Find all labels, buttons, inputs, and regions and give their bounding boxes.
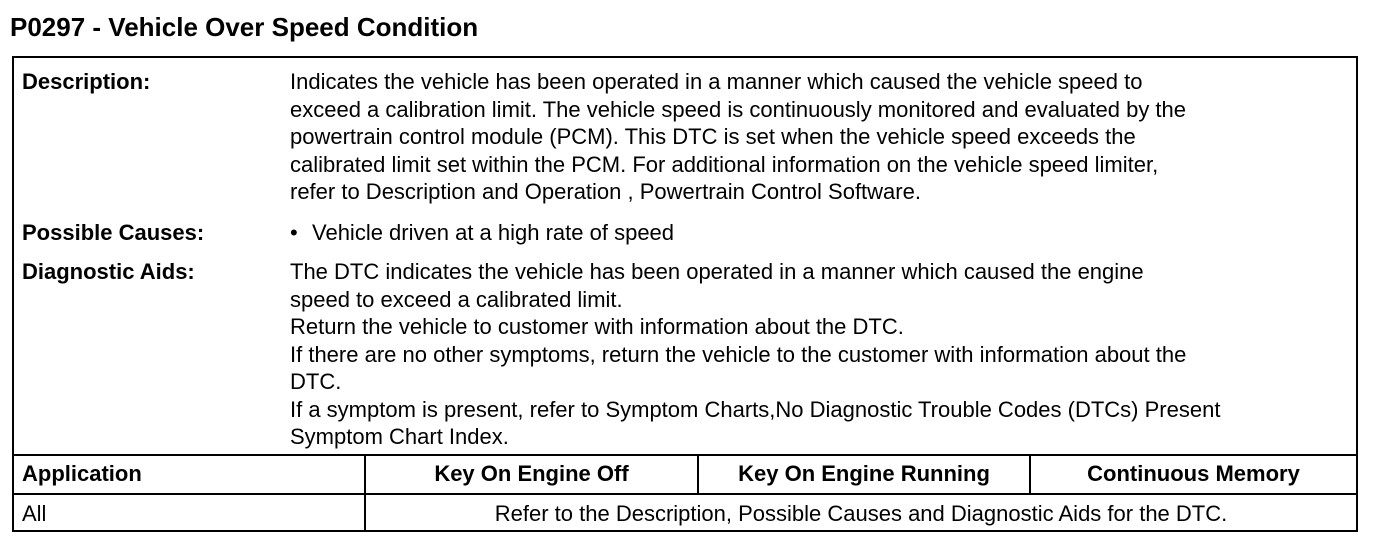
- description-line: calibrated limit set within the PCM. For additional information on the vehicle speed limiter,: [290, 151, 1159, 177]
- diagnostic-aids-label: Diagnostic Aids:: [22, 259, 195, 284]
- description-line: powertrain control module (PCM). This DTC is set when the vehicle speed exceeds the: [290, 124, 1136, 149]
- diagnostic-line: If there are no other symptoms, return the vehicle to the customer with information about the: [290, 341, 1187, 367]
- description-label: Description:: [22, 69, 151, 94]
- dtc-info-section: [14, 58, 1356, 455]
- description-line: refer to Description and Operation , Powertrain Control Software.: [290, 179, 921, 204]
- cause-text: Vehicle driven at a high rate of speed: [312, 220, 675, 245]
- possible-causes-label: Possible Causes:: [22, 220, 205, 245]
- header-key-on-engine-off: Key On Engine Off: [434, 461, 629, 486]
- list-item: [290, 219, 1352, 247]
- diagnostic-line: The DTC indicates the vehicle has been operated in a manner which caused the engine: [290, 259, 1144, 284]
- page-title: P0297 - Vehicle Over Speed Condition: [10, 12, 479, 42]
- header-continuous-memory: Continuous Memory: [1087, 461, 1300, 486]
- application-table: [14, 455, 1356, 530]
- cell-note: Refer to the Description, Possible Causes and Diagnostic Aids for the DTC.: [494, 501, 1228, 526]
- diagnostic-line: Return the vehicle to customer with information about the DTC.: [290, 314, 904, 339]
- dtc-info-box: [12, 56, 1358, 532]
- diagnostic-aids-text: [290, 258, 1352, 451]
- diagnostic-line: If a symptom is present, refer to Symptom Charts,No Diagnostic Trouble Codes (DTCs) Present: [290, 396, 1221, 422]
- diagnostic-line: DTC.: [290, 369, 342, 394]
- description-line: Indicates the vehicle has been operated in a manner which caused the vehicle speed to: [290, 69, 1143, 94]
- cell-application-value: All: [22, 501, 47, 526]
- header-key-on-engine-running: Key On Engine Running: [738, 461, 990, 486]
- diagnostic-line: speed to exceed a calibrated limit.: [290, 286, 623, 312]
- description-text: [290, 68, 1352, 206]
- possible-causes-list: [290, 219, 1352, 247]
- bullet-icon: •: [290, 220, 298, 245]
- diagnostic-line: Symptom Chart Index.: [290, 424, 509, 449]
- description-line: exceed a calibration limit. The vehicle speed is continuously monitored and evaluated by the: [290, 96, 1187, 122]
- header-application: Application: [22, 461, 142, 486]
